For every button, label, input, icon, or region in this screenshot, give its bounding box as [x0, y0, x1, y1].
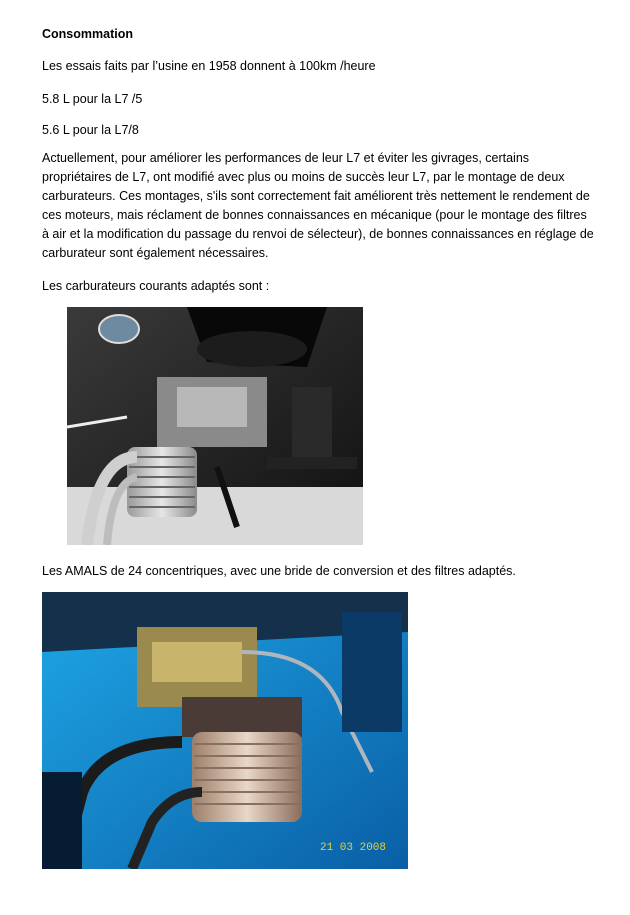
section-heading: Consommation	[42, 27, 133, 41]
consumption-l7-8: 5.6 L pour la L7/8	[42, 123, 139, 137]
engine-photo-blue-drawing	[42, 592, 408, 869]
intro-paragraph: Les essais faits par l’usine en 1958 donnent à 100km /heure	[42, 59, 376, 73]
engine-photo-bw	[67, 307, 363, 545]
engine-photo-blue	[42, 592, 408, 869]
photo-date-stamp: 21 03 2008	[320, 842, 387, 854]
engine-photo-bw-drawing	[67, 307, 363, 545]
list-intro-paragraph: Les carburateurs courants adaptés sont :	[42, 279, 270, 293]
body-paragraph: Actuellement, pour améliorer les performances de leur L7 et éviter les givrages, certains propriétaires de L7, ont modifié avec plus ou moins de succès leur L7, par le montage de deux carburateurs. Ces montages, s'ils sont correctement fait améliorent très nettement le rendement de ces moteurs, mais réclament de bonnes connaissances en mécanique (pour le montage des filtres à air et la modification du passage du renvoi de sélecteur), de bonnes connaissances en réglage de carburateur sont également nécessaires.	[42, 151, 594, 260]
consumption-l7-5: 5.8 L pour la L7 /5	[42, 92, 143, 106]
photo2-caption: Les AMALS de 24 concentriques, avec une bride de conversion et des filtres adaptés.	[42, 564, 516, 578]
